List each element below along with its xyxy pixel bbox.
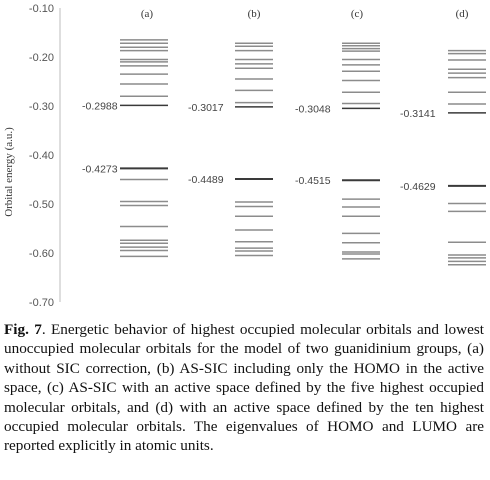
homo-value-label: -0.4515 — [295, 175, 331, 188]
panel-label: (c) — [350, 8, 364, 20]
y-tick-labels — [29, 3, 54, 309]
panel-label: (a) — [140, 8, 154, 20]
panel-b — [188, 8, 273, 255]
figure-caption — [4, 320, 484, 456]
y-tick-label: -0.10 — [28, 3, 54, 15]
y-tick-label: -0.60 — [28, 248, 54, 260]
caption-text: . Energetic behavior of highest occupied molecular orbitals and lowest unoccupied molecular orbitals for the model of two guanidinium groups, (a) without SIC correction, (b) AS-SIC including only the HOMO in the active space, (c) AS-SIC with an active space defined by the five highest occupied molecular orbitals, and (d) with an active space defined by the ten highest occupied molecular orbitals. The eigenvalues of HOMO and LUMO are reported explicitly in atomic units. — [4, 321, 484, 455]
panel-label: (b) — [247, 8, 261, 20]
homo-value-label: -0.4629 — [400, 180, 436, 193]
lumo-value-label: -0.2988 — [82, 100, 118, 113]
homo-value-label: -0.4273 — [82, 163, 118, 176]
lumo-value-label: -0.3141 — [400, 107, 436, 120]
panel-label: (d) — [455, 8, 469, 20]
caption-label: Fig. 7 — [4, 321, 42, 338]
y-tick-label: -0.30 — [28, 101, 54, 113]
y-tick-label: -0.70 — [28, 297, 54, 309]
homo-value-label: -0.4489 — [188, 173, 224, 186]
y-tick-label: -0.20 — [28, 52, 54, 64]
y-tick-label: -0.50 — [28, 199, 54, 211]
panel-d — [400, 8, 486, 265]
lumo-value-label: -0.3048 — [295, 103, 331, 116]
panel-c — [295, 8, 380, 259]
y-axis-label: Orbital energy (a.u.) — [3, 127, 15, 217]
y-tick-label: -0.40 — [28, 150, 54, 162]
chart-panels — [82, 8, 486, 265]
lumo-value-label: -0.3017 — [188, 101, 224, 114]
panel-a — [82, 8, 168, 256]
